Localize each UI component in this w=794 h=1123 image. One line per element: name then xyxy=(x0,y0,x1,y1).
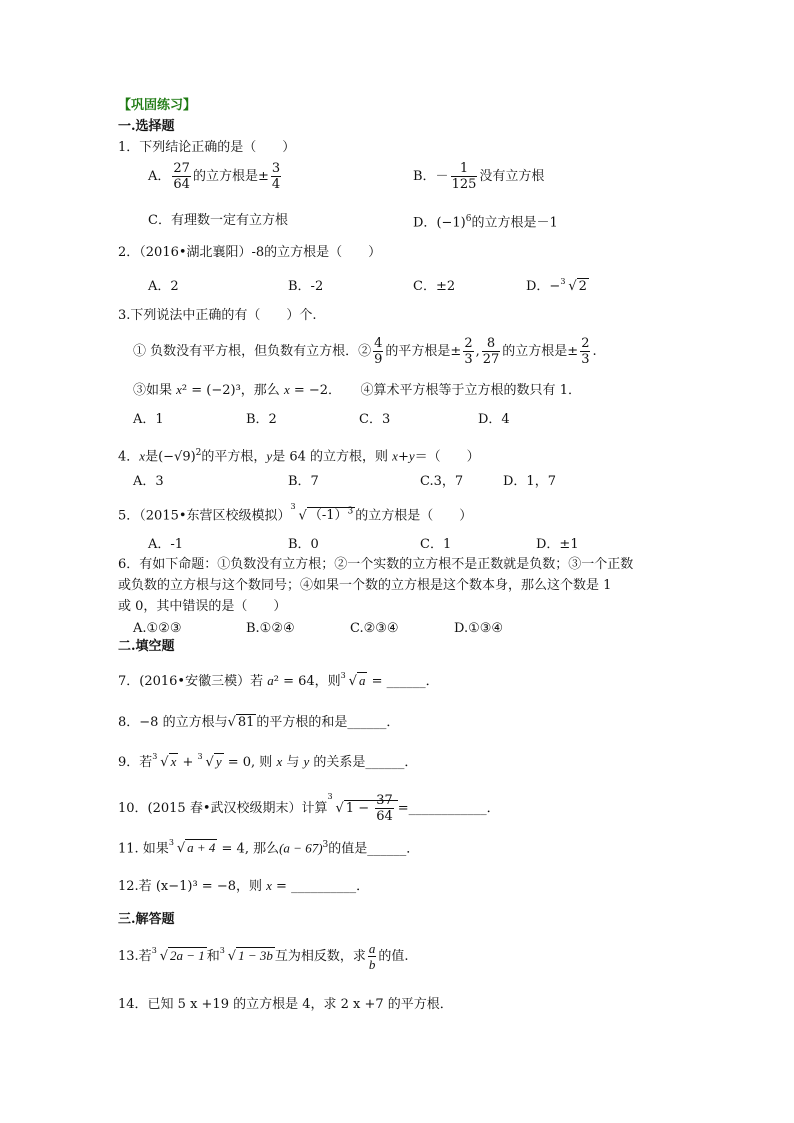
q6-line-1: 6．有如下命题：①负数没有立方根；②一个实数的立方根不是正数就是负数；③一个正数 xyxy=(118,557,634,572)
q6-option-b: B.①②④ xyxy=(246,621,295,636)
q7: 7．(2016•安徽三模）若 a² = 64，则 3 √ a = ______． xyxy=(118,671,439,689)
q12: 12.若 (x−1)³ = −8，则 x = __________． xyxy=(118,878,370,894)
q10: 10．(2015 春•武汉校级期末）计算 3 √ 1 − $\frac{37}{64}$ =____________． xyxy=(118,792,500,824)
section-title: 【巩固练习】 xyxy=(118,98,197,113)
part1-title: 一.选择题 xyxy=(118,119,175,134)
q1-option-d: D．$(-1)^6$的立方根是－1 xyxy=(413,214,558,231)
q5-option-b: B．0 xyxy=(288,537,319,552)
q6-line-3: 或 0，其中错误的是（ ） xyxy=(118,599,287,614)
q1-option-a: A． $\frac{27}{64}$ 的立方根是± $\frac{3}{4}$ xyxy=(148,161,281,192)
q3-statement-1-2: ① 负数没有平方根，但负数有立方根．② $\frac{4}{9}$ 的平方根是± $\frac{2}{3}$ , $\frac{8}{27}$ 的立方根是± $\frac{2}{3}$ . xyxy=(133,336,597,367)
q1-option-b: B．－ $\frac{1}{125}$ 没有立方根 xyxy=(413,161,545,192)
q2-option-b: B．-2 xyxy=(288,279,324,294)
q13: 13.若 3 √ 2a − 1 和 3 √ 1 − 3b 互为相反数，求 $\frac{a}{b}$ 的值. xyxy=(118,941,409,972)
q5-option-a: A．-1 xyxy=(148,537,184,552)
q14: 14．已知 5 x +19 的立方根是 4，求 2 x +7 的平方根． xyxy=(118,997,453,1012)
q6-line-2: 或负数的立方根与这个数同号；④如果一个数的立方根是这个数本身，那么这个数是 1 xyxy=(118,578,612,593)
q9: 9．若 3 √ x + 3 √ y = 0, 则 x 与 y 的关系是______． xyxy=(118,752,418,770)
q2-stem: 2．（2016•湖北襄阳）-8的立方根是（ ） xyxy=(118,245,382,260)
q2-option-c: C．±2 xyxy=(413,279,456,294)
q2-option-a: A．2 xyxy=(148,279,179,294)
q6-option-c: C.②③④ xyxy=(350,621,399,636)
q4-option-c: C.3，7 xyxy=(420,474,464,489)
q5-stem: 5．（2015•东营区校级模拟） 3 √ $(-1)^3$ 的立方根是（ ） xyxy=(118,502,473,524)
q4-option-d: D．1，7 xyxy=(503,474,556,489)
q4-option-b: B．7 xyxy=(288,474,319,489)
q1-option-c: C．有理数一定有立方根 xyxy=(148,213,288,228)
q4-option-a: A．3 xyxy=(133,474,164,489)
q11: 11. 如果 3 √ a + 4 = 4, 那么$(a - 67)^3$的值是______． xyxy=(118,838,420,857)
q6-option-d: D.①③④ xyxy=(454,621,504,636)
q8: 8．−8 的立方根与√ 81 的平方根的和是______． xyxy=(118,715,400,730)
q5-option-d: D．±1 xyxy=(536,537,579,552)
q3-option-c: C．3 xyxy=(359,412,391,427)
q2-option-d: D．− 3 √ 2 xyxy=(526,277,587,294)
q3-option-b: B．2 xyxy=(246,412,277,427)
q4-stem: 4．x是$(-√9)^2$的平方根，y是 64 的立方根，则 x+y＝（ ） xyxy=(118,448,480,465)
q6-option-a: A.①②③ xyxy=(133,621,182,636)
q5-option-c: C．1 xyxy=(420,537,452,552)
q3-stem: 3.下列说法中正确的有（ ）个. xyxy=(118,308,317,323)
q3-option-d: D．4 xyxy=(478,412,510,427)
q3-option-a: A．1 xyxy=(133,412,164,427)
part3-title: 三.解答题 xyxy=(118,912,175,927)
q3-statement-3-4: ③如果 x² = (−2)³，那么 x = −2． ④算术平方根等于立方根的数只有 1． xyxy=(133,382,581,398)
q1-stem: 1．下列结论正确的是（ ） xyxy=(118,140,296,155)
part2-title: 二.填空题 xyxy=(118,639,175,654)
